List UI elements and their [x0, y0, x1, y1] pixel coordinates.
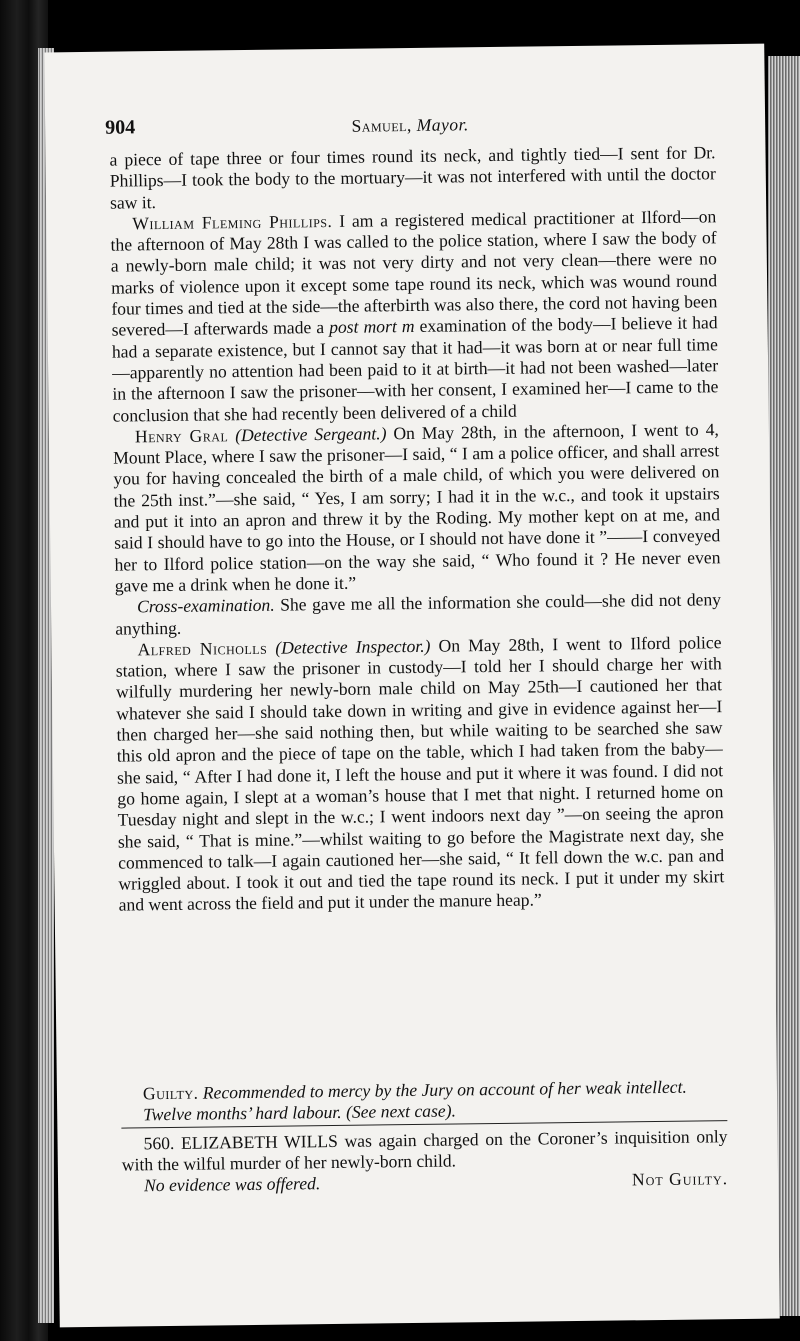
testimony-text: She gave me all the information she could—she did not deny anything.	[115, 589, 722, 639]
running-head	[105, 111, 715, 139]
page-header	[105, 109, 715, 146]
paragraph-continuation	[109, 142, 716, 213]
page-body	[109, 142, 724, 916]
case-entry-560	[121, 1126, 728, 1197]
witness-name: Henry Gral	[134, 425, 229, 447]
testimony-text: On May 28th, in the afternoon, I went to 4, Mount Place, where I saw the prisoner—I said, “ I am a police officer, and shall arrest you for having concealed the birth of a male child, of which you were delivered on the 25th inst.”—she said, “ Yes, I am sorry; I had it in the w.c., and took it upstairs and put it into an apron and threw it by the Roding. My mother kept on at me, and said I should have to go into the House, or I should not have done it ”——I conveyed her to Ilford police station—on the way she said, “ Who found it ? He never even gave me a drink when he done it.”	[113, 419, 721, 596]
witness-name: Alfred Nicholls	[137, 637, 268, 660]
evidence-note: No evidence was offered.	[143, 1173, 321, 1196]
witness-role: (Detective Sergeant.)	[235, 423, 387, 446]
testimony-text: I am a registered medical practitioner at Ilford—on the afternoon of May 28th I was called to the police station, where I saw the body of a newly-born male child; it was not very dirty and not very clean—there were no marks of violence upon it except some tape round its neck, which was wound round four times and tied at the side—the afterbirth was also there, the cord not having been severed—I afterwards made a	[110, 206, 718, 341]
defendant-name: ELIZABETH WILLS	[180, 1130, 338, 1153]
book-page	[44, 44, 780, 1328]
testimony-gral	[113, 419, 721, 597]
testimony-text: On May 28th, I went to Ilford police station, where I saw the prisoner in custody—I told her I should charge her with wilfully murdering her newly-born male child on May 25th—I cautioned her that whatever she said I should take down in writing and give in evidence against her—I then charged her—she said nothing then, but while waiting to be searched she saw this old apron and the piece of tape on the table, which I had taken from the baby—she said, “ After I had done it, I left the house and put it where it was found. I did not go home again, I slept at a woman’s house that I met that night. I returned home on Tuesday night and slept in the w.c.; I went indoors next day ”—on seeing the apron she said, “ That is mine.”—whilst waiting to go before the Magistrate next day, she commenced to talk—I again cautioned her—she said, “ It fell down the w.c. pan and wriggled about. I took it out and tied the tape round its neck. I put it under my skirt and went across the field and put it under the manure heap.”	[115, 632, 725, 915]
witness-role: (Detective Inspector.)	[275, 635, 431, 658]
running-head-title: Mayor.	[416, 114, 469, 135]
testimony-nicholls	[115, 632, 724, 916]
cross-examination	[115, 589, 721, 639]
verdict-sentence: Recommended to mercy by the Jury on account of her weak intellect. Twelve months’ hard labour.	[143, 1076, 687, 1125]
case-text: was again charged on the Coroner’s inquisition only with the wilful murder of her newly-born child.	[121, 1126, 728, 1175]
case-number: 560.	[143, 1132, 175, 1154]
page-number: 904	[105, 116, 136, 139]
running-head-name: Samuel,	[351, 114, 412, 136]
testimony-text: examination of the body—I believe it had had a separate existence, but I cannot say that it had—it was born at or near full time—apparently no attention had been paid to it at birth—it had not been washed—later in the afternoon I saw the prisoner—with her consent, I examined her—I came to the conclusion that she had recently been delivered of a child	[111, 312, 719, 426]
testimony-italic: post mort m	[329, 316, 415, 338]
testimony-phillips	[110, 206, 719, 426]
verdict	[143, 1076, 727, 1125]
verdict-reference: (See next case).	[341, 1100, 457, 1122]
verdict-label: Guilty.	[142, 1082, 199, 1104]
paragraph-text: a piece of tape three or four times round its neck, and tightly tied—I sent for Dr. Phillips—I took the body to the mortuary—it was not interfered with until the doctor saw it.	[109, 142, 716, 213]
case-description	[121, 1126, 727, 1175]
case-verdict: Not Guilty.	[631, 1168, 729, 1190]
cross-examination-label: Cross-examination.	[136, 594, 275, 617]
witness-name: William Fleming Phillips.	[132, 210, 333, 234]
